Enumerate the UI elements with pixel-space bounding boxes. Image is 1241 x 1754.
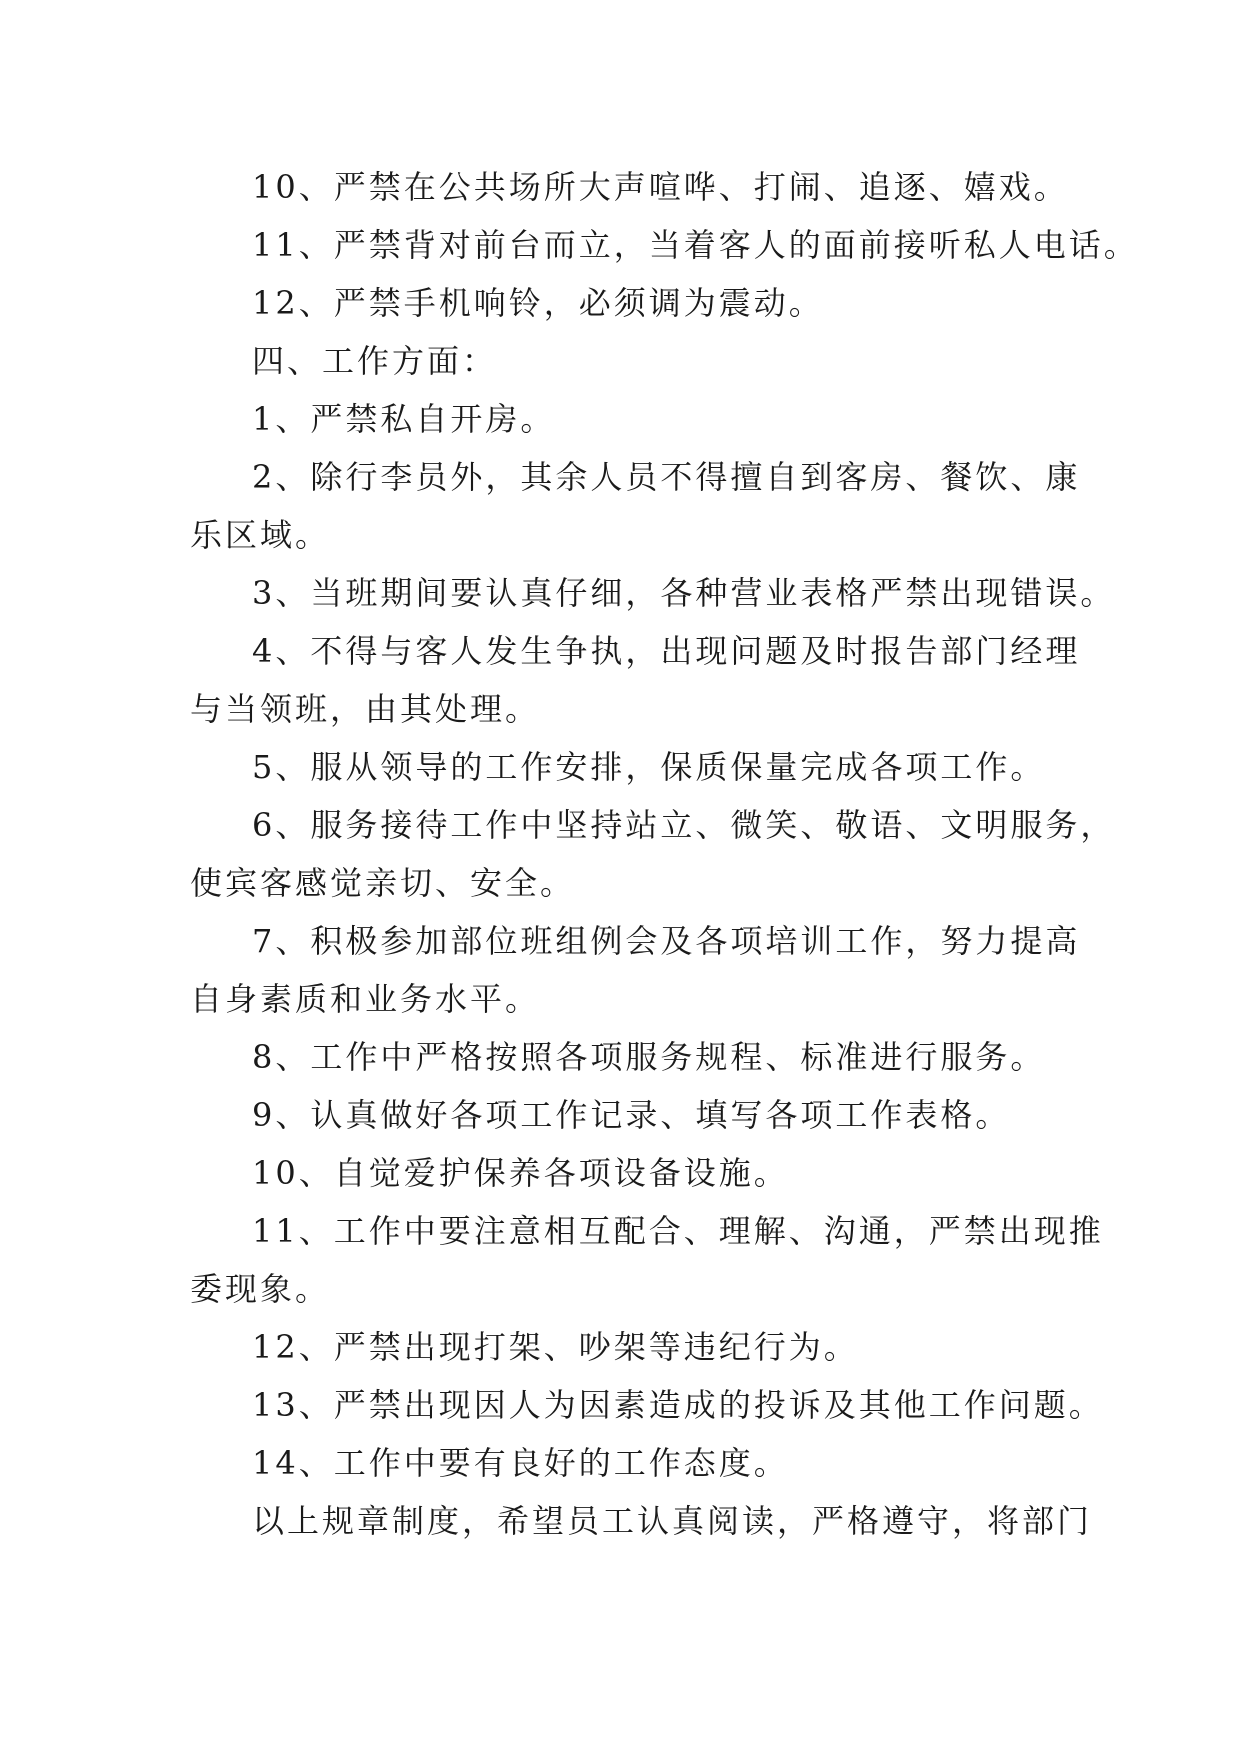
paragraph-continuation-line: 乐区域。 [190, 516, 331, 554]
paragraph-line: 13、严禁出现因人为因素造成的投诉及其他工作问题。 [252, 1386, 1104, 1424]
paragraph-line: 10、严禁在公共场所大声喧哗、打闹、追逐、嬉戏。 [252, 168, 1069, 206]
paragraph-line: 1、严禁私自开房。 [252, 400, 556, 438]
paragraph-line: 14、工作中要有良好的工作态度。 [252, 1444, 789, 1482]
paragraph-continuation-line: 委现象。 [190, 1270, 331, 1308]
paragraph-line: 6、服务接待工作中坚持站立、微笑、敬语、文明服务， [252, 806, 1116, 844]
paragraph-continuation-line: 自身素质和业务水平。 [190, 980, 541, 1018]
paragraph-line: 11、严禁背对前台而立，当着客人的面前接听私人电话。 [252, 226, 1139, 264]
paragraph-line: 四、工作方面： [252, 342, 498, 380]
paragraph-continuation-line: 与当领班，由其处理。 [190, 690, 541, 728]
paragraph-line: 12、严禁手机响铃，必须调为震动。 [252, 284, 824, 322]
paragraph-line: 4、不得与客人发生争执，出现问题及时报告部门经理 [252, 632, 1081, 670]
paragraph-continuation-line: 使宾客感觉亲切、安全。 [190, 864, 576, 902]
document-body [190, 158, 1139, 1550]
paragraph-line: 7、积极参加部位班组例会及各项培训工作，努力提高 [252, 922, 1081, 960]
paragraph-line: 以上规章制度，希望员工认真阅读，严格遵守，将部门 [252, 1502, 1093, 1540]
paragraph-line: 9、认真做好各项工作记录、填写各项工作表格。 [252, 1096, 1011, 1134]
paragraph-line: 11、工作中要注意相互配合、理解、沟通，严禁出现推 [252, 1212, 1104, 1250]
paragraph-line: 3、当班期间要认真仔细，各种营业表格严禁出现错误。 [252, 574, 1116, 612]
paragraph-line: 10、自觉爱护保养各项设备设施。 [252, 1154, 789, 1192]
paragraph-line: 8、工作中严格按照各项服务规程、标准进行服务。 [252, 1038, 1046, 1076]
paragraph-line: 12、严禁出现打架、吵架等违纪行为。 [252, 1328, 859, 1366]
paragraph-line: 5、服从领导的工作安排，保质保量完成各项工作。 [252, 748, 1046, 786]
paragraph-line: 2、除行李员外，其余人员不得擅自到客房、餐饮、康 [252, 458, 1081, 496]
